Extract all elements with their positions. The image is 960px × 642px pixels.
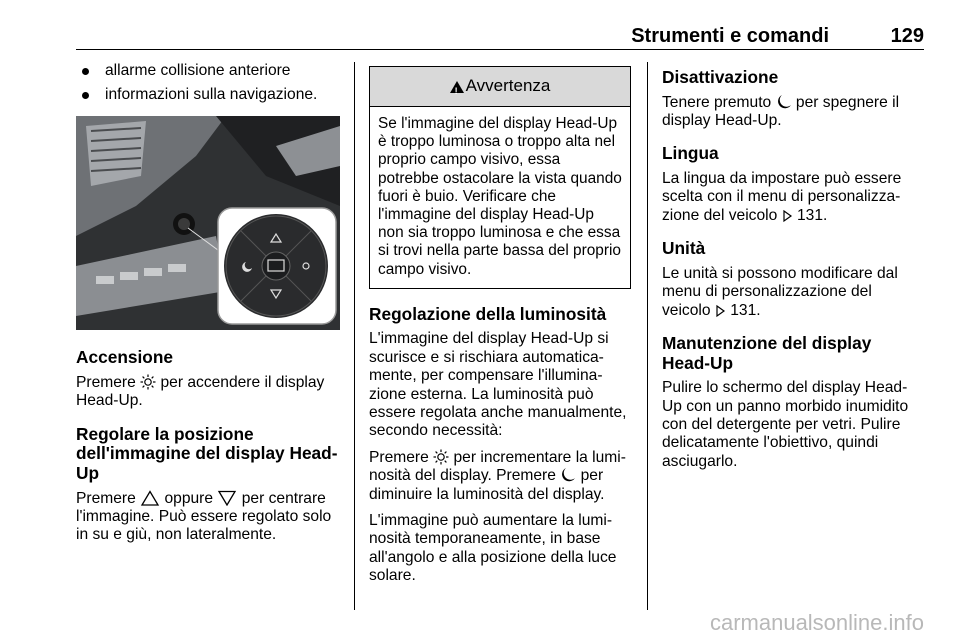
luminosita-p1: L'immagine del display Head-Up si scurisce e si rischiara automatica-mente, per compensare l'illumina-zione esterna. La luminosità può essere regolata anche manualmente, secondo necessità:	[369, 330, 627, 440]
moon-icon	[560, 467, 576, 483]
control-photo	[76, 116, 340, 330]
moon-icon	[776, 94, 792, 110]
column-divider-1	[354, 62, 355, 610]
disattivazione-text: Tenere premuto per spegnere il display Head-Up.	[662, 93, 900, 129]
list-item: allarme collisione anteriore	[76, 62, 346, 80]
triangle-down-icon	[217, 490, 237, 506]
heading-lingua: Lingua	[662, 143, 719, 164]
page-reference-icon	[782, 209, 793, 223]
feature-list	[76, 62, 346, 104]
warning-text: Se l'immagine del display Head-Up è troppo luminosa o troppo alta nel proprio campo visivo, essa potrebbe ostacolare la vista quando fuori è buio. Verificare che l'immagine del display Head-Up non sia troppo luminosa e che essa si trovi nella parte bassa del proprio campo visivo.	[378, 115, 622, 278]
heading-unita: Unità	[662, 238, 706, 259]
section-title: Strumenti e comandi	[631, 25, 829, 47]
page-reference-icon	[715, 304, 726, 318]
heading-accensione: Accensione	[76, 347, 174, 368]
column-2	[369, 62, 633, 586]
warning-header	[370, 67, 630, 107]
heading-disattivazione: Disattivazione	[662, 67, 779, 87]
sun-icon	[140, 374, 156, 390]
page-reference[interactable]: 131.	[730, 301, 761, 319]
column-divider-2	[647, 62, 648, 610]
page-reference[interactable]: 131.	[796, 206, 828, 224]
regolare-text: Premere oppure per centrare l'immagine. Può essere regolato solo in su e giù, non lateralmente.	[76, 489, 332, 544]
triangle-up-icon	[140, 490, 160, 506]
page-number: 129	[890, 25, 924, 47]
page-header	[76, 20, 924, 50]
luminosita-p3: L'immagine può aumentare la lumi-nosità temporaneamente, in base all'angolo e alla posizione della luce solare.	[369, 512, 617, 585]
heading-manutenzione: Manutenzione del display Head-Up	[662, 333, 872, 373]
warning-box	[369, 66, 631, 289]
manutenzione-text: Pulire lo schermo del display Head-Up con un panno morbido inumidito con del detergente per vetri. Pulire delicatamente l'obiettivo, quindi asciugarlo.	[662, 379, 909, 470]
column-1	[76, 62, 346, 545]
unita-text: Le unità si possono modificare dal menu di personalizzazione del veicolo 131.	[662, 264, 898, 319]
accensione-text: Premere per accendere il display Head-Up.	[76, 374, 325, 410]
luminosita-p2: Premere per incrementare la lumi-nosità del display. Premere per diminuire la luminosità del display.	[369, 448, 626, 503]
watermark: carmanualsonline.info	[709, 610, 924, 635]
warning-icon	[450, 81, 464, 93]
heading-luminosita: Regolazione della luminosità	[369, 303, 607, 324]
lingua-text: La lingua da impostare può essere scelta con il menu di personalizza-zione del veicolo 131.	[662, 170, 902, 224]
list-item: informazioni sulla navigazione.	[76, 86, 346, 104]
column-3	[662, 62, 924, 471]
warning-title: Avvertenza	[465, 76, 551, 96]
sun-icon	[433, 449, 449, 465]
heading-regolare: Regolare la posizione dell'immagine del display Head-Up	[76, 423, 338, 483]
